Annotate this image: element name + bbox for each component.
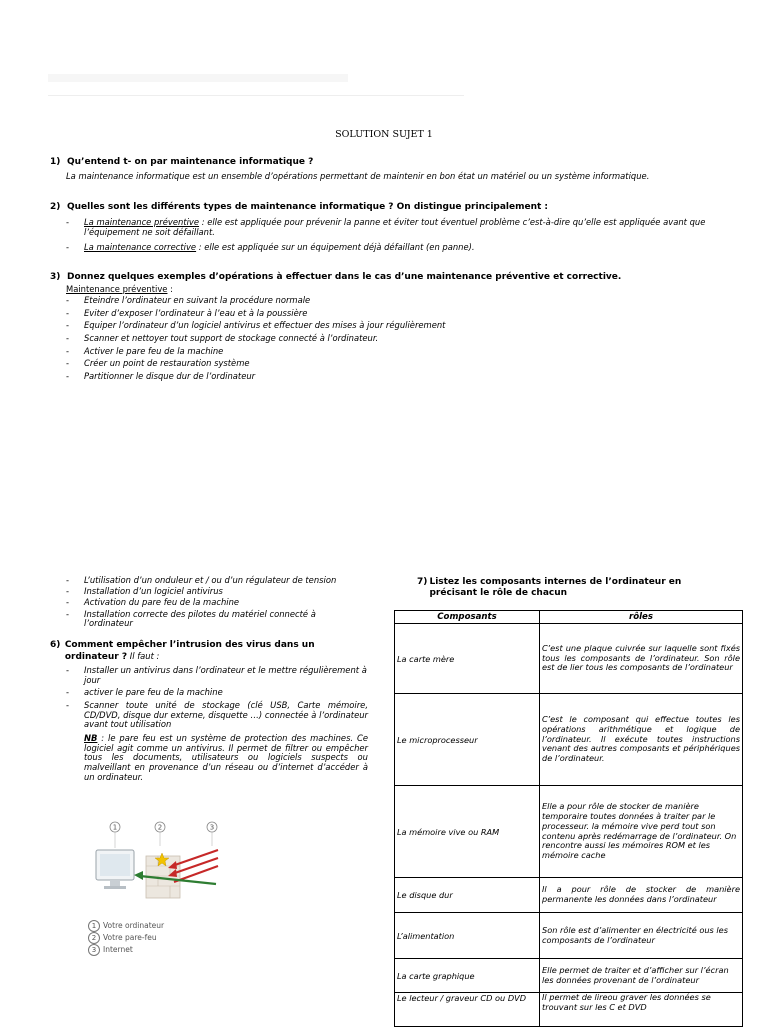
firewall-illustration — [88, 816, 238, 966]
question-1-text: Qu’entend t- on par maintenance informatique ? — [67, 157, 314, 167]
question-7-text: Listez les composants internes de l’ordinateur en précisant le rôle de chacun — [429, 577, 682, 598]
preventive-subtitle: Maintenance préventive — [66, 283, 168, 294]
callout-3: 3 — [209, 823, 215, 832]
column-header-components: Composants — [395, 611, 540, 624]
component-name: La mémoire vive ou RAM — [395, 786, 540, 878]
legend-item: 1 Votre ordinateur — [88, 920, 238, 932]
list-item: - activer le pare feu de la machine — [66, 688, 368, 698]
table-row — [395, 993, 743, 1027]
list-item: - Eteindre l’ordinateur en suivant la procédure normale — [66, 294, 758, 307]
component-role: Il a pour rôle de stocker de manière permanente les données dans l’ordinateur — [540, 878, 743, 913]
question-2: 2) Quelles sont les différents types de maintenance informatique ? On distingue principalement : - La maintenance préventive : elle est appliquée pour prévenir la panne et éviter tout éventuel problème c’est-à-dire qu’elle est appliquée avant que l’équipement ne soit défaillant. - La maintenance corrective : elle est appliquée sur un équipement déjà défaillant (en panne). — [50, 202, 758, 253]
question-3-text: Donnez quelques exemples d’opérations à effectuer dans le cas d’une maintenance préventive et corrective. — [67, 272, 622, 282]
callout-1: 1 — [112, 823, 118, 832]
question-2-text: Quelles sont les différents types de maintenance informatique ? On distingue principalement : — [67, 202, 549, 212]
list-item: - Installation d’un logiciel antivirus — [66, 586, 366, 597]
list-item: - Scanner toute unité de stockage (clé USB, Carte mémoire, CD/DVD, disque dur externe, disquette …) connectée à l’ordinateur avant tout utilisation — [66, 701, 368, 730]
list-item: - La maintenance préventive : elle est appliquée pour prévenir la panne et éviter tout éventuel problème c’est-à-dire qu’elle est appliquée avant que l’équipement ne soit défaillant. — [66, 217, 758, 238]
question-1: 1) Qu’entend t- on par maintenance informatique ? La maintenance informatique est un ensemble d’opérations permettant de maintenir en bon état un matériel ou un système informatique. — [50, 157, 750, 181]
question-7: 7) Listez les composants internes de l’ordinateur en précisant le rôle de chacun — [417, 577, 717, 599]
table-row — [395, 624, 743, 694]
figure-legend — [88, 920, 238, 956]
list-item: - Equiper l’ordinateur d’un logiciel antivirus et effectuer des mises à jour régulièrement — [66, 319, 758, 332]
list-item: - Installation correcte des pilotes du matériel connecté à l’ordinateur — [66, 610, 366, 629]
component-role: Elle permet de traiter et d’afficher sur l’écran les données provenant de l’ordinateur — [540, 959, 743, 993]
component-name: Le disque dur — [395, 878, 540, 913]
table-header-row — [395, 611, 743, 624]
column-header-roles: rôles — [540, 611, 743, 624]
component-name: L’alimentation — [395, 913, 540, 959]
legend-item: 3 Internet — [88, 944, 238, 956]
table-row — [395, 913, 743, 959]
component-role: C’est une plaque cuivrée sur laquelle sont fixés tous les composants de l’ordinateur. Son rôle est de lier tous les composants de l’ordinateur — [540, 624, 743, 694]
list-item: - Installer un antivirus dans l’ordinateur et le mettre régulièrement à jour — [66, 666, 368, 685]
page-title: SOLUTION SUJET 1 — [335, 129, 433, 140]
component-role: Il permet de lireou graver les données se trouvant sur les C et DVD — [540, 993, 743, 1027]
component-role: Elle a pour rôle de stocker de manière temporaire toutes données à traiter par le processeur. la mémoire vive perd tout son contenu après redémarrage de l’ordinateur. On rencontre aussi les mémoires ROM et les mémoire cache — [540, 786, 743, 878]
corrective-list-continued — [66, 575, 366, 629]
question-6-text: Comment empêcher l’intrusion des virus dans un ordinateur ? Il faut : — [64, 640, 315, 662]
callout-2: 2 — [157, 823, 163, 832]
table-row — [395, 786, 743, 878]
faded-header-rule — [48, 95, 464, 96]
list-item: - Partitionner le disque dur de l’ordinateur — [66, 370, 758, 383]
table-row — [395, 694, 743, 786]
legend-item: 2 Votre pare-feu — [88, 932, 238, 944]
virus-prevention-list — [66, 666, 368, 730]
list-item: - Eviter d’exposer l’ordinateur à l’eau et à la poussière — [66, 307, 758, 320]
list-item: - Activation du pare feu de la machine — [66, 597, 366, 608]
component-name: Le lecteur / graveur CD ou DVD — [395, 993, 540, 1027]
answer-1: La maintenance informatique est un ensemble d’opérations permettant de maintenir en bon état un matériel ou un système informatique. — [66, 170, 650, 181]
firewall-diagram — [88, 816, 238, 916]
preventive-list — [66, 294, 758, 382]
components-table — [394, 610, 743, 1027]
list-item: - Scanner et nettoyer tout support de stockage connecté à l’ordinateur. — [66, 332, 758, 345]
component-role: Son rôle est d’alimenter en électricité ous les composants de l’ordinateur — [540, 913, 743, 959]
computer-monitor-icon — [96, 850, 134, 889]
list-item: - La maintenance corrective : elle est appliquée sur un équipement déjà défaillant (en panne). — [66, 242, 758, 252]
question-6: 6) Comment empêcher l’intrusion des virus dans un ordinateur ? Il faut : - Installer un antivirus dans l’ordinateur et le mettre régulièrement à jour - activer le pare feu de la machine - Scanner toute unité de stockage (clé USB, Carte mémoire, CD/DVD, disque dur externe, disquette …) connectée à l’ordinateur avant tout utilisation NB : le pare feu est un système de protection des machines. Ce logiciel agit comme un antivirus. Il permet de filtrer ou empêcher tous les documents, utilisateurs ou logiciels suspects ou malveillant en provenance d’un réseau ou d’internet d’accéder à un ordinateur. — [50, 640, 368, 782]
list-item: - Activer le pare feu de la machine — [66, 345, 758, 358]
list-item: - Créer un point de restauration système — [66, 357, 758, 370]
nb-note: NB : le pare feu est un système de protection des machines. Ce logiciel agit comme un antivirus. Il permet de filtrer ou empêcher tous les documents, utilisateurs ou logiciels suspects ou malveillant en provenance d’un réseau ou d’internet d’accéder à un ordinateur. — [84, 732, 368, 782]
list-item: - L’utilisation d’un onduleur et / ou d’un régulateur de tension — [66, 575, 366, 586]
faded-header-text — [48, 74, 348, 82]
component-name: Le microprocesseur — [395, 694, 540, 786]
component-role: C’est le composant qui effectue toutes les opérations arithmétique et logique de l’ordinateur. Il exécute toutes instructions venant des autres composants et périphériques de l’ordinateur. — [540, 694, 743, 786]
component-name: La carte graphique — [395, 959, 540, 993]
component-name: La carte mère — [395, 624, 540, 694]
table-row — [395, 878, 743, 913]
table-row — [395, 959, 743, 993]
maintenance-types-list — [66, 217, 758, 253]
question-3: 3) Donnez quelques exemples d’opérations à effectuer dans le cas d’une maintenance préventive et corrective. Maintenance préventive : - Eteindre l’ordinateur en suivant la procédure normale - Eviter d’exposer l’ordinateur à l’eau et à la poussière - Equiper l’ordinateur d’un logiciel antivirus et effectuer des mises à jour régulièrement - Scanner et nettoyer tout support de stockage connecté à l’ordinateur. - Activer le pare feu de la machine - Créer un point de restauration système - Partitionner le disque dur de l’ordinateur — [50, 272, 758, 382]
